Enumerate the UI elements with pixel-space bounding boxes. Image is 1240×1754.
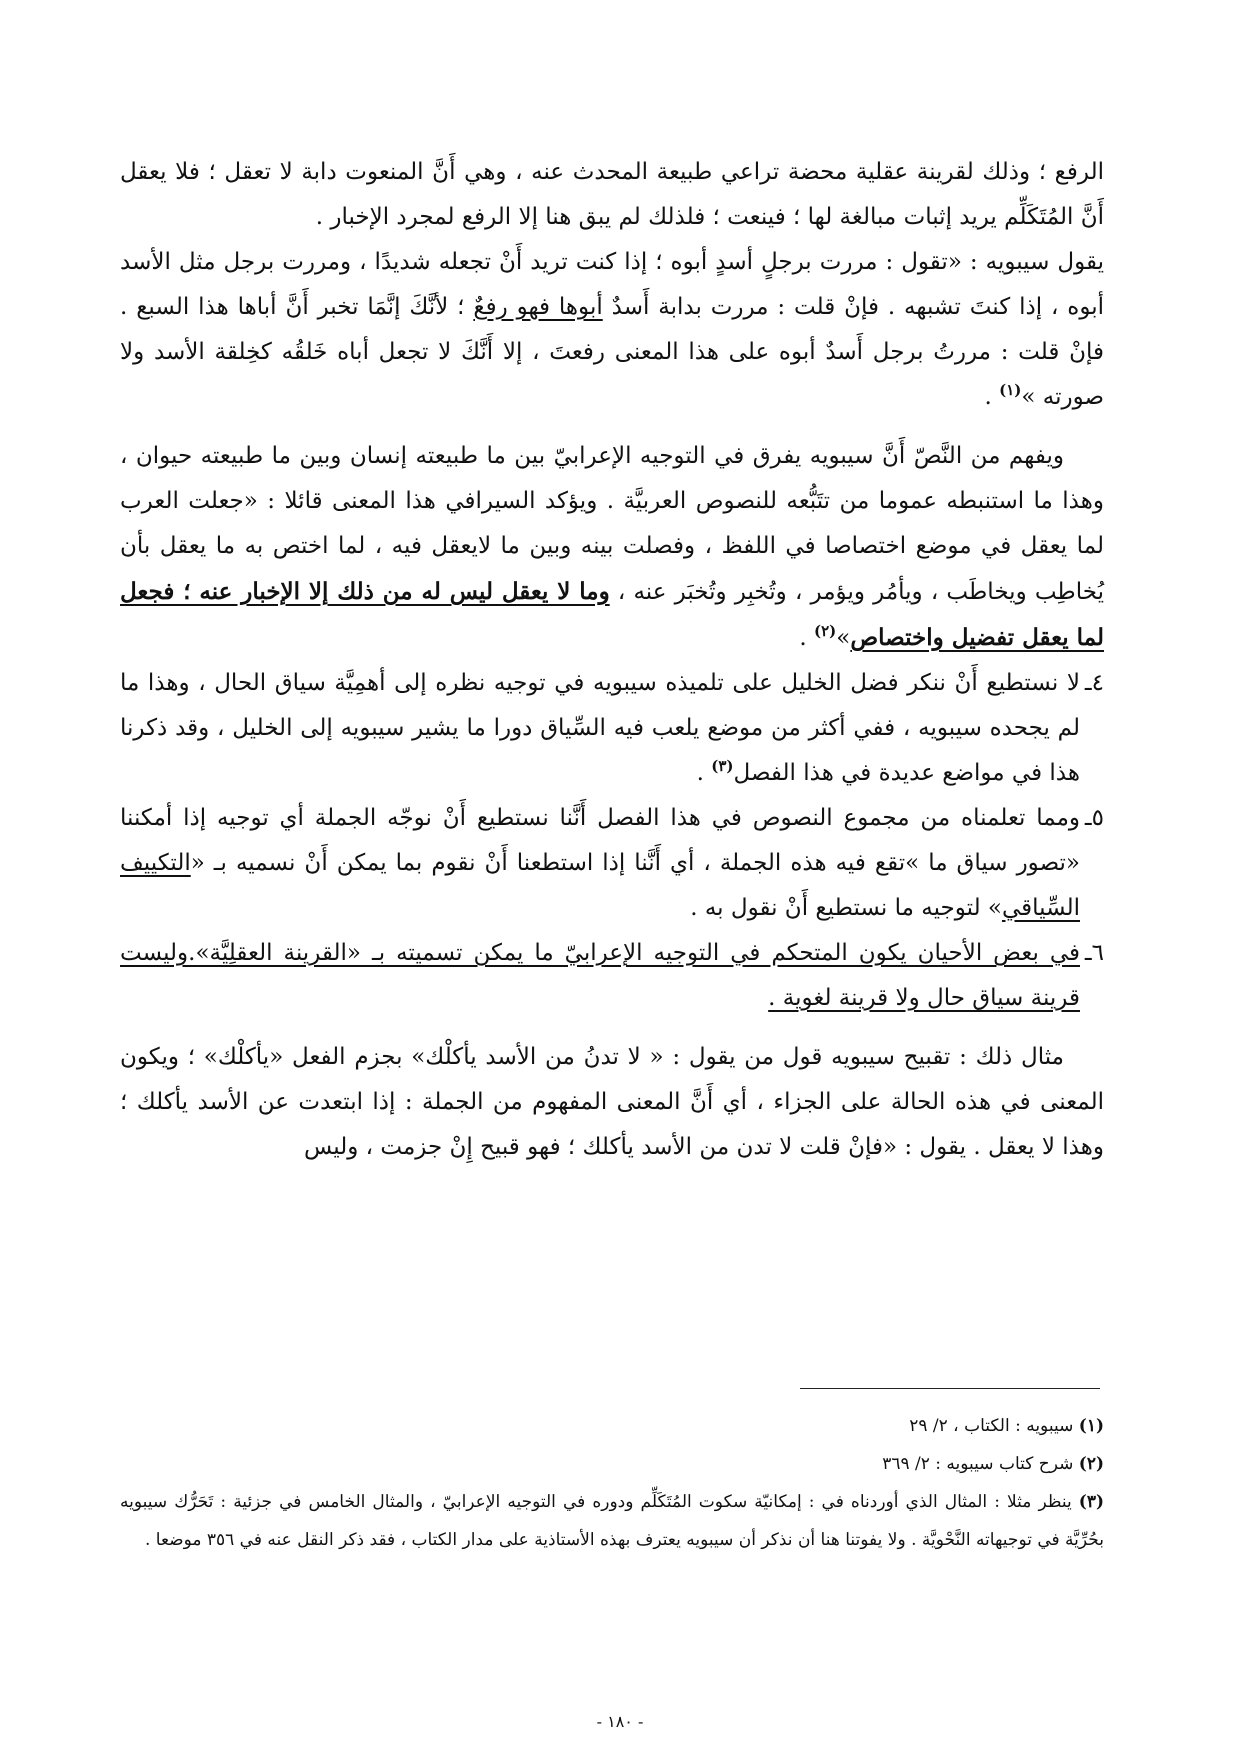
footnote-text: سيبويه : الكتاب ، ٢/ ٢٩ [909,1416,1079,1436]
item-6-underlined-text: في بعض الأحيان يكون المتحكم في التوجيه الإعرابيّ ما يمكن تسميته بـ «القرينة العقلِيَّة».وليست قرينة سياق حال ولا قرينة لغوية . [120,940,1080,1011]
paragraph-7 [120,1035,1104,1170]
paragraph-2-end: . [984,384,1000,410]
footnote-text: ينظر مثلا : المثال الذي أوردناه في : إمكانيّة سكوت المُتَكَلِّم ودوره في التوجيه الإعرابيّ ، والمثال الخامس في جزئية : تَحَرُّك سيبويه بحُرِّيَّة في توجيهاته النَّحْويَّة . ولا يفوتنا هنا أن نذكر أن سيبويه يعترف بهذه الأستاذية على مدار الكتاب ، فقد ذكر النقل عنه في ٣٥٦ موضعا . [120,1492,1104,1550]
quote-close: » [836,625,851,651]
list-number: ٤ـ [1084,670,1104,696]
item-4-end: . [696,760,712,786]
item-4-text: لا نستطيع أَنْ ننكر فضل الخليل على تلميذه سيبويه في توجيه نظره إلى أهمِيَّة سياق الحال ، وهذا ما لم يجحده سيبويه ، ففي أكثر من موضع يلعب فيه السِّياق دورا ما يشير سيبويه إلى الخليل ، وقد ذكرنا هذا في مواضع عديدة في هذا الفصل [120,670,1080,786]
spacer [120,420,1104,434]
paragraph-7-text: مثال ذلك : تقبيح سيبويه قول من يقول : « لا تدنُ من الأسد يأكلْك» بجزم الفعل «يأكلْك» ؛ ويكون المعنى في هذه الحالة على الجزاء ، أي أَنَّ المعنى المفهوم من الجملة : إذا ابتعدت عن الأسد يأكلك ؛ وهذا لا يعقل . يقول : «فإنْ قلت لا تدن من الأسد يأكلك ؛ فهو قبيح إِنْ جزمت ، وليس [120,1044,1104,1160]
paragraph-2-text-b: ؛ لأنَّكَ إنَّمَا تخبر أَنَّ أباها هذا السبع . فإنْ قلت : مررتُ برجل أَسدٌ أبوه على هذا المعنى رفعتَ ، إلا أَنَّكَ لا تجعل أباه خَلقُه كخِلقة الأسد ولا صورته » [120,294,1104,410]
underlined-phrase: أبوها فهو رفعٌ [473,294,603,320]
paragraph-2-text-a: يقول سيبويه : «تقول : مررت برجلٍ أسدٍ أبوه ؛ إذا كنت تريد أَنْ تجعله شديدًا ، ومررت برجل مثل الأسد أبوه ، إذا كنتَ تشبهه . فإنْ قلت : مررت بدابة أَسدٌ [120,249,1105,320]
footnote-mark: (١) [1078,1416,1104,1436]
footnotes [120,1407,1104,1559]
footnote-1 [120,1407,1104,1445]
list-item-4 [120,661,1104,796]
paragraph-3-end: . [799,625,814,651]
paragraph-2 [120,240,1104,420]
list-text [120,796,1080,931]
footnote-ref-2: (٢) [814,622,837,640]
spacer [120,1021,1104,1035]
footnote-divider [800,1388,1100,1389]
footnote-text: شرح كتاب سيبويه : ٢/ ٣٦٩ [882,1454,1079,1474]
main-text [120,150,1104,1170]
footnote-ref-1: (١) [999,381,1022,399]
list-number: ٥ـ [1084,805,1104,831]
list-item-6 [120,931,1104,1021]
footnote-mark: (٢) [1078,1454,1104,1474]
item-5-text-a: ومما تعلمناه من مجموع النصوص في هذا الفصل أَنَّنا نستطيع أَنْ نوجّه الجملة أي توجيه إذا أمكننا «تصور سياق ما »تقع فيه هذه الجملة ، أي أَنَّنا إذا استطعنا أَنْ نقوم بما يمكن أَنْ نسميه بـ « [120,805,1080,876]
paragraph-3 [120,434,1104,661]
paragraph-1-text: الرفع ؛ وذلك لقرينة عقلية محضة تراعي طبيعة المحدث عنه ، وهي أَنَّ المنعوت دابة لا تعقل ؛ فلا يعقل أَنَّ المُتَكَلِّم يريد إثبات مبالغة لها ؛ فينعت ؛ فلذلك لم يبق هنا إلا الرفع لمجرد الإخبار . [120,159,1104,230]
paragraph-3-text: ويفهم من النَّصّ أَنَّ سيبويه يفرق في التوجيه الإعرابيّ بين ما طبيعته إنسان وبين ما طبيعته حيوان ، وهذا ما استنبطه عموما من تتَبُّعه للنصوص العربيَّة . ويؤكد السيرافي هذا المعنى قائلا : «جعلت العرب لما يعقل في موضع اختصاصا في اللفظ ، وفصلت بينه وبين ما لايعقل فيه ، لما اختص به ما يعقل بأن يُخاطِب ويخاطَب ، ويأمُر ويؤمر ، وتُخبِر وتُخبَر عنه ، [120,443,1104,605]
list-number: ٦ـ [1084,940,1104,966]
footnote-2 [120,1445,1104,1483]
item-5-text-b: » لتوجيه ما نستطيع أَنْ نقول به . [690,895,1002,921]
bold-underlined-quote: وما لا يعقل ليس له من ذلك إلا الإخبار عنه ؛ فجعل لما يعقل تفضيل واختصاص [120,578,1104,651]
paragraph-1 [120,150,1104,240]
footnote-mark: (٣) [1078,1492,1104,1512]
footnote-ref-3: (٣) [711,757,734,775]
underlined-term: التكييف السِّياقي [120,850,1080,921]
list-item-5 [120,796,1104,931]
footnote-3 [120,1483,1104,1559]
page-number: - ١٨٠ - [596,1712,644,1731]
list-text [120,661,1080,796]
